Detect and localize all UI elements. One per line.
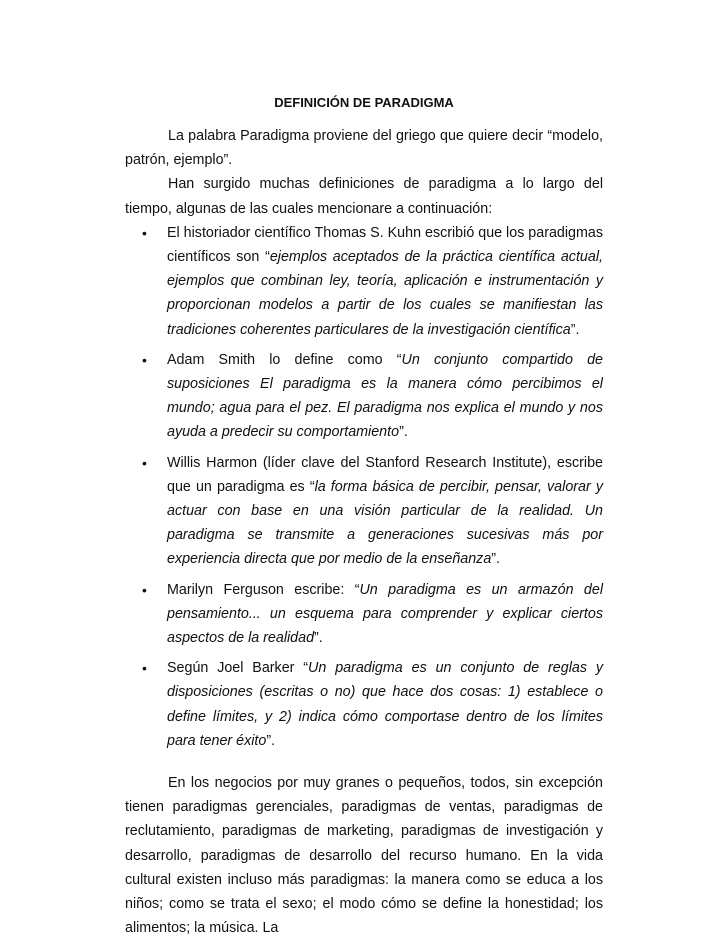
list-item-harmon xyxy=(125,451,603,572)
intro-paragraph-origin: La palabra Paradigma proviene del griego que quiere decir “modelo, patrón, ejemplo”. xyxy=(125,128,603,169)
open-quote: “ xyxy=(265,249,270,266)
open-quote: “ xyxy=(303,660,309,677)
open-quote: “ xyxy=(354,581,360,598)
list-item-barker xyxy=(125,656,603,753)
bullet-icon: • xyxy=(142,581,147,598)
definition-quote: Un paradigma es un conjunto de reglas y disposiciones (escritas o no) que hace dos cosas: 1) establece o define límites, y 2) indica cómo comportase dentro de los límites para tener éxito xyxy=(167,660,603,749)
definition-quote: la forma básica de percibir, pensar, valorar y actuar con base en una visión particular de la realidad. Un paradigma se transmite a generaciones sucesivas más por experiencia directa que por medio de la enseñanza xyxy=(167,478,603,568)
definitions-list xyxy=(125,221,603,753)
list-item-smith xyxy=(125,348,603,445)
bullet-icon: • xyxy=(142,454,147,471)
definition-lead: Según Joel Barker xyxy=(167,660,304,677)
close-quote: ”. xyxy=(399,424,408,441)
bullet-icon: • xyxy=(142,224,147,241)
definition-quote: Un conjunto compartido de suposiciones El paradigma es la manera cómo percibimos el mundo; agua para el pez. El paradigma nos explica el mundo y nos ayuda a predecir su comportamiento xyxy=(167,351,604,441)
definition-lead: Marilyn Ferguson escribe: xyxy=(167,581,355,598)
bullet-icon: • xyxy=(142,660,147,677)
document-page xyxy=(125,92,603,941)
intro-paragraph-definitions: Han surgido muchas definiciones de paradigma a lo largo del tiempo, algunas de las cuales mencionare a continuación: xyxy=(125,176,603,217)
closing-paragraph: En los negocios por muy granes o pequeños, todos, sin excepción tienen paradigmas gerenciales, paradigmas de ventas, paradigmas de reclutamiento, paradigmas de marketing, paradigmas de investigación y desarrollo, paradigmas de desarrollo del recurso humano. En la vida cultural existen incluso más paradigmas: la manera como se educa a los niños; como se trata el sexo; el modo cómo se define la honestidad; los alimentos; la música. La xyxy=(125,775,603,937)
document-title: DEFINICIÓN DE PARADIGMA xyxy=(274,95,454,110)
definition-lead: Willis Harmon (líder clave del Stanford Research Institute), escribe que un paradigma es xyxy=(167,454,603,495)
list-item-ferguson xyxy=(125,578,603,651)
close-quote: ”. xyxy=(570,321,580,338)
close-quote: ”. xyxy=(266,732,276,749)
definition-lead: El historiador científico Thomas S. Kuhn escribió que los paradigmas científicos son xyxy=(167,224,604,266)
open-quote: “ xyxy=(396,351,402,368)
definition-quote: Un paradigma es un armazón del pensamiento... un esquema para comprender y explicar ciertos aspectos de la realidad xyxy=(167,581,603,647)
definition-lead: Adam Smith lo define como xyxy=(167,351,397,368)
bullet-icon: • xyxy=(142,351,147,368)
open-quote: “ xyxy=(309,478,315,495)
close-quote: ”. xyxy=(314,630,323,647)
definition-quote: ejemplos aceptados de la práctica científica actual, ejemplos que combinan ley, teoría, aplicación e instrumentación y proporcionan modelos a partir de los cuales se manifiestan las tradiciones coherentes particulares de la investigación científica xyxy=(167,249,603,338)
close-quote: ”. xyxy=(491,551,501,568)
list-item-kuhn xyxy=(125,221,603,342)
